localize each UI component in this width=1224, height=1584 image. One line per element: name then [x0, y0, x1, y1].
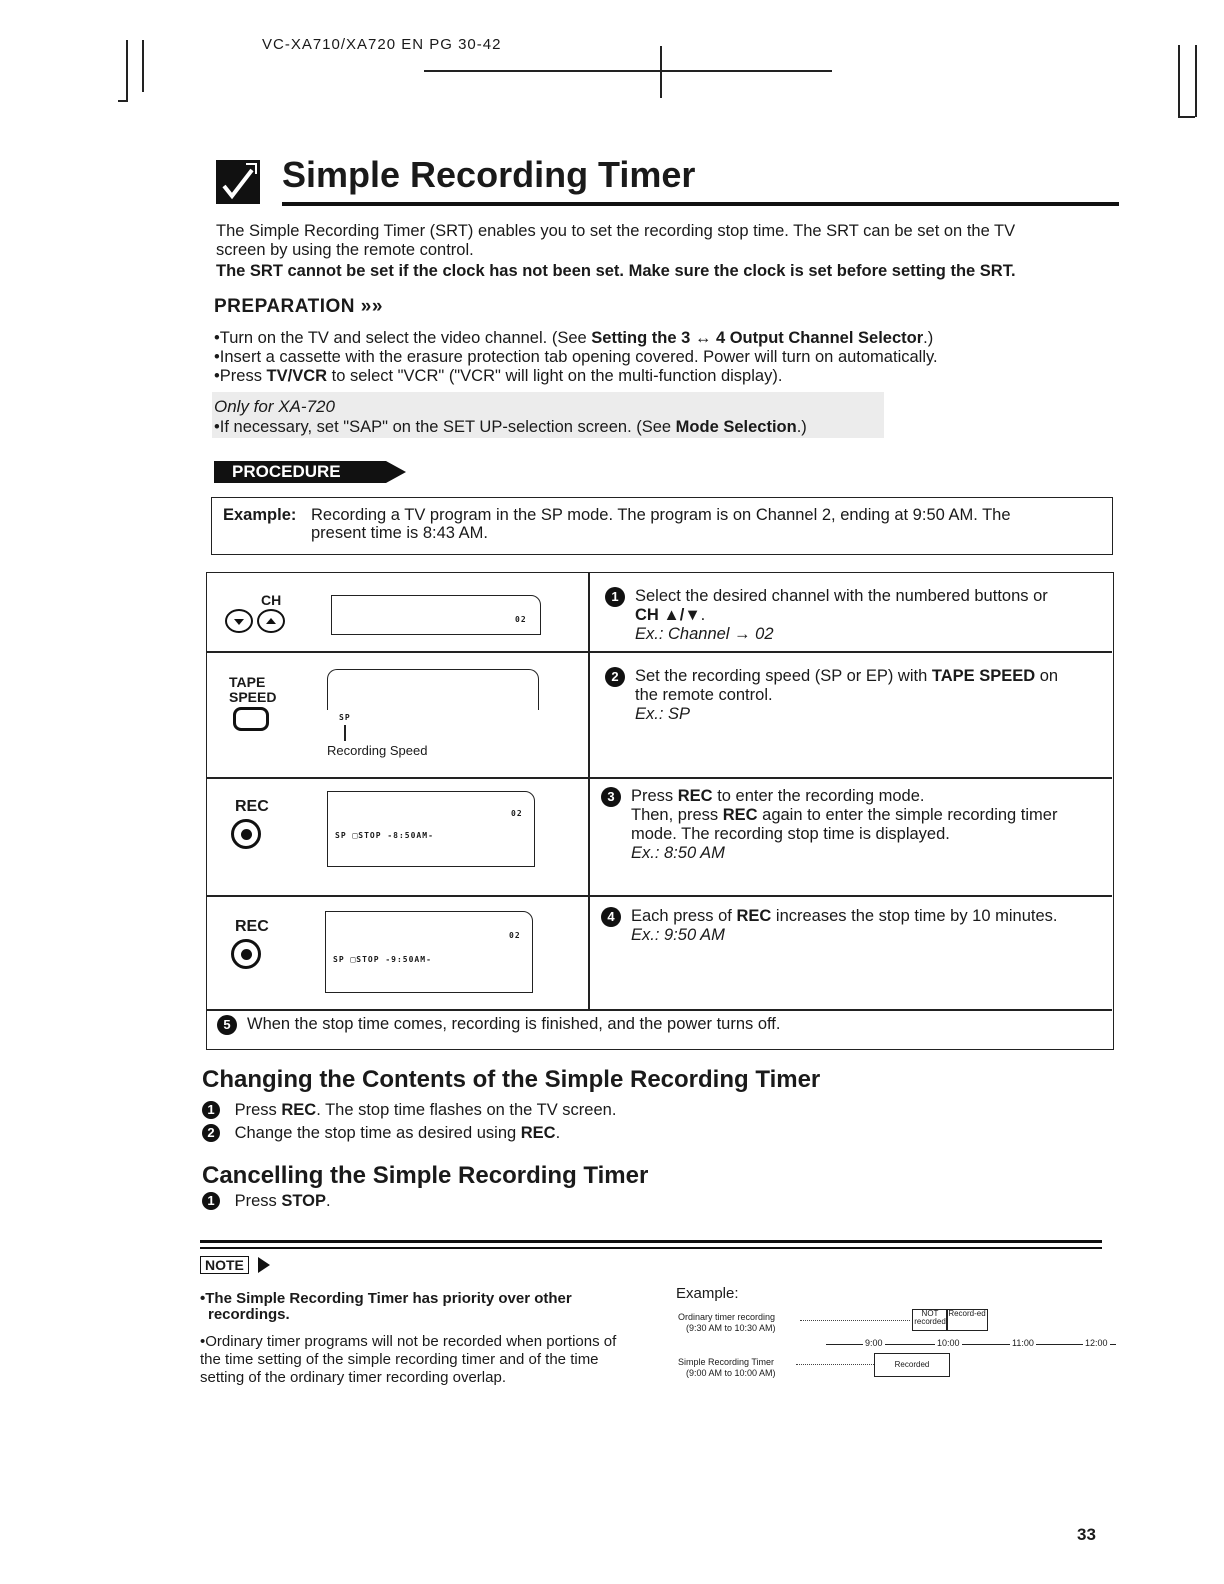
step-1-body — [635, 587, 1075, 644]
note-bold-1: •The Simple Recording Timer has priority over other — [200, 1290, 572, 1307]
changing-step-2 — [202, 1124, 560, 1143]
tv-screen-1 — [331, 595, 541, 635]
crop-mark — [118, 100, 128, 102]
step-4 — [601, 907, 1058, 944]
changing-s2-bold: REC — [520, 1124, 556, 1142]
rec-label-1: REC — [235, 798, 269, 815]
record-ed-text: Record-ed — [948, 1309, 986, 1318]
srt-label-2: (9:00 AM to 10:00 AM) — [686, 1368, 776, 1378]
crop-mark — [660, 46, 662, 98]
ordinary-leader — [800, 1320, 910, 1321]
step-3-l1-pre: Press — [631, 787, 678, 805]
ordinary-label-2: (9:30 AM to 10:30 AM) — [686, 1323, 776, 1333]
prep-b1-pre: •Turn on the TV and select the video channel. (See — [214, 329, 592, 347]
step-1-pre: Select the desired channel with the numbered buttons or — [635, 587, 1048, 605]
note-text-2: the time setting of the simple recording timer and of the time — [200, 1351, 599, 1368]
step-4-pre: Each press of — [631, 907, 737, 925]
cancelling-s1-post: . — [326, 1192, 331, 1210]
changing-num-2: 2 — [202, 1124, 220, 1142]
row-divider — [207, 651, 1112, 653]
intro-line2: screen by using the remote control. — [216, 241, 474, 259]
screen-1-channel: 02 — [515, 615, 527, 624]
step-2-post: on the remote control. — [635, 667, 1059, 704]
changing-s2-pre: Change the stop time as desired using — [234, 1124, 521, 1142]
step-3-ex: Ex.: 8:50 AM — [631, 844, 725, 862]
step-3-l1-bold: REC — [677, 787, 713, 805]
rec-dot — [241, 949, 252, 960]
example-text-1: Recording a TV program in the SP mode. The program is on Channel 2, ending at 9:50 AM. The — [311, 506, 1011, 524]
step-1-ex: Ex.: Channel → 02 — [635, 625, 774, 643]
step-1-bold: CH ▲/▼ — [635, 606, 701, 624]
cancelling-s1-pre: Press — [234, 1192, 282, 1210]
step-3-l2-post: again to enter the simple recording timer mode. The recording stop time is displayed. — [631, 806, 1058, 843]
tv-screen-2 — [327, 669, 539, 710]
prep-b4-bold: Mode Selection — [675, 418, 797, 436]
step-number-5: 5 — [217, 1015, 237, 1035]
procedure-arrow — [386, 461, 406, 483]
prep-b1-post: .) — [923, 329, 934, 347]
prep-b1-bold: Setting the 3 ↔ 4 Output Channel Selector — [591, 329, 924, 347]
note-rule-thick — [200, 1240, 1102, 1243]
step-4-bold: REC — [736, 907, 772, 925]
changing-s1-pre: Press — [234, 1101, 282, 1119]
srt-leader — [796, 1364, 874, 1365]
not-recorded-segment — [912, 1309, 948, 1331]
srt-recorded-segment — [874, 1353, 950, 1377]
step-1-post: . — [700, 606, 706, 624]
timer-check-icon — [216, 160, 260, 204]
ch-up-button — [257, 609, 285, 633]
page-title: Simple Recording Timer — [282, 154, 696, 195]
row-divider — [207, 777, 1112, 779]
note-tab: NOTE — [200, 1256, 249, 1274]
prep-bullet-3 — [214, 367, 782, 386]
note-text-3: setting of the ordinary timer recording overlap. — [200, 1369, 506, 1386]
tv-screen-4 — [325, 911, 533, 993]
note-bold-2: recordings. — [208, 1306, 290, 1323]
step-5 — [217, 1015, 781, 1035]
step-4-ex: Ex.: 9:50 AM — [631, 926, 725, 944]
prep-b3-pre: •Press — [214, 367, 267, 385]
screen-2-speed: SP — [339, 713, 351, 722]
step-2-bold: TAPE SPEED — [931, 667, 1036, 685]
srt-timer-label — [678, 1357, 776, 1379]
rec-button-2 — [231, 939, 261, 969]
screen-4-channel: 02 — [509, 931, 521, 940]
crop-mark — [1178, 116, 1195, 118]
step-number-4: 4 — [601, 907, 621, 927]
step-3-l2-bold: REC — [722, 806, 758, 824]
tick-10: 10:00 — [937, 1338, 960, 1348]
not-recorded-text: NOT recorded — [914, 1309, 946, 1326]
crop-mark — [1195, 45, 1197, 117]
step-1 — [605, 587, 1048, 643]
recorded-text: Recorded — [894, 1360, 930, 1369]
note-text-1: •Ordinary timer programs will not be recorded when portions of — [200, 1333, 617, 1350]
ordinary-label-1: Ordinary timer recording — [678, 1312, 776, 1322]
step-5-text: When the stop time comes, recording is finished, and the power turns off. — [247, 1015, 781, 1033]
step-2-ex: Ex.: SP — [635, 705, 691, 723]
speed-pointer — [344, 725, 346, 741]
changing-step-1 — [202, 1101, 616, 1120]
preparation-heading: PREPARATION »» — [214, 296, 383, 317]
example-box — [211, 497, 1113, 555]
changing-s1-bold: REC — [281, 1101, 317, 1119]
prep-b3-bold: TV/VCR — [266, 367, 328, 385]
prep-b4-post: .) — [796, 418, 807, 436]
page-number: 33 — [1077, 1525, 1096, 1544]
title-underline — [282, 202, 1119, 206]
procedure-tab: PROCEDURE — [214, 461, 386, 483]
ordinary-timer-label — [678, 1312, 776, 1334]
screen-3-stop-time: SP □STOP -8:50AM- — [335, 831, 434, 840]
timeline-example-label: Example: — [676, 1285, 739, 1302]
step-4-post: increases the stop time by 10 minutes. — [771, 907, 1058, 925]
tick-9: 9:00 — [865, 1338, 883, 1348]
step-3 — [601, 787, 1058, 862]
only-for-xa720: Only for XA-720 — [214, 397, 335, 416]
intro-line1: The Simple Recording Timer (SRT) enables you to set the recording stop time. The SRT can be set on the TV — [216, 222, 1016, 240]
intro-warning: The SRT cannot be set if the clock has not been set. Make sure the clock is set before setting the SRT. — [216, 262, 1016, 280]
step-3-l1-post: to enter the recording mode. — [712, 787, 925, 805]
step-2 — [605, 667, 1059, 723]
row-divider — [207, 895, 1112, 897]
crop-mark — [1178, 45, 1180, 117]
step-3-l2-pre: Then, press — [631, 806, 723, 824]
srt-label-1: Simple Recording Timer — [678, 1357, 775, 1367]
step-number-2: 2 — [605, 667, 625, 687]
example-text-2: present time is 8:43 AM. — [311, 524, 488, 542]
prep-bullet-4 — [214, 418, 807, 437]
step-2-body — [635, 667, 1075, 724]
cancelling-num-1: 1 — [202, 1192, 220, 1210]
recorded-ordinary-segment — [946, 1309, 988, 1331]
cancelling-heading: Cancelling the Simple Recording Timer — [202, 1162, 649, 1189]
step-4-body — [631, 907, 1101, 945]
example-label: Example: — [223, 506, 297, 524]
tick-11: 11:00 — [1012, 1338, 1034, 1348]
title-row — [216, 150, 1119, 210]
procedure-table — [206, 572, 1114, 1050]
header-code: VC-XA710/XA720 EN PG 30-42 — [262, 36, 502, 53]
step-2-pre: Set the recording speed (SP or EP) with — [635, 667, 932, 685]
tv-screen-3 — [327, 791, 535, 867]
prep-b3-post: to select "VCR" ("VCR" will light on the multi-function display). — [327, 367, 783, 385]
intro — [216, 222, 1121, 281]
ch-label: CH — [261, 592, 282, 608]
note-rule-thin — [200, 1247, 1102, 1249]
recording-speed-caption: Recording Speed — [327, 743, 428, 758]
crop-mark — [126, 40, 128, 100]
step-number-3: 3 — [601, 787, 621, 807]
screen-4-stop-time: SP □STOP -9:50AM- — [333, 955, 432, 964]
tick-12: 12:00 — [1085, 1338, 1108, 1348]
note-text — [200, 1333, 670, 1387]
ch-down-button — [225, 609, 253, 633]
tape-speed-label: TAPE SPEED — [229, 674, 277, 705]
rec-label-2: REC — [235, 918, 269, 935]
step-number-1: 1 — [605, 587, 625, 607]
example-text — [311, 506, 1101, 542]
prep-b4-pre: •If necessary, set "SAP" on the SET UP-selection screen. (See — [214, 418, 676, 436]
screen-3-channel: 02 — [511, 809, 523, 818]
crop-mark — [424, 70, 832, 72]
cancelling-s1-bold: STOP — [281, 1192, 326, 1210]
rec-dot — [241, 829, 252, 840]
rec-button-1 — [231, 819, 261, 849]
crop-mark — [142, 40, 144, 92]
changing-s1-post: . The stop time flashes on the TV screen. — [316, 1101, 617, 1119]
note-arrow — [258, 1257, 270, 1273]
col-divider — [588, 573, 590, 1010]
changing-num-1: 1 — [202, 1101, 220, 1119]
changing-s2-post: . — [555, 1124, 561, 1142]
row-divider — [207, 1009, 1112, 1011]
prep-bullet-1 — [214, 329, 933, 348]
cancelling-step-1 — [202, 1192, 331, 1211]
prep-bullet-2: •Insert a cassette with the erasure protection tab opening covered. Power will turn on automatically. — [214, 348, 938, 366]
tape-speed-button — [233, 707, 269, 731]
changing-heading: Changing the Contents of the Simple Recording Timer — [202, 1066, 821, 1093]
step-3-body — [631, 787, 1101, 863]
